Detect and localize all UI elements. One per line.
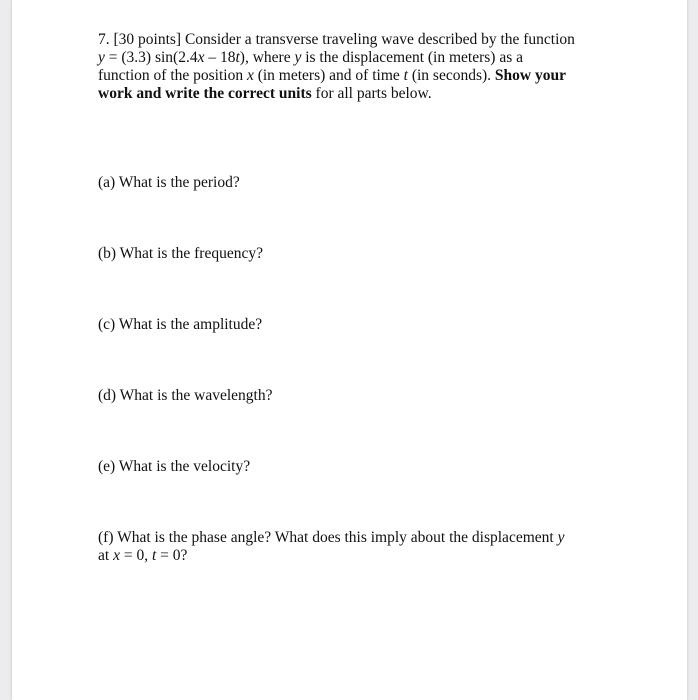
problem-statement	[98, 31, 598, 103]
equation-x: x	[197, 49, 205, 66]
problem-intro	[98, 31, 598, 103]
intro-line-3	[98, 67, 598, 85]
intro-text-3a: function of the position	[98, 67, 247, 84]
intro-line-4	[98, 85, 598, 103]
question-e: (e) What is the velocity?	[98, 458, 251, 475]
intro-t-var: t	[403, 67, 408, 84]
equation-rhs-b: – 18	[204, 49, 236, 66]
problem-number: 7.	[98, 31, 110, 48]
intro-text-3c: (in seconds).	[407, 67, 495, 84]
question-b: (b) What is the frequency?	[98, 245, 263, 262]
intro-y-var: y	[294, 49, 302, 66]
question-f-t-var: t	[151, 547, 157, 564]
question-f-at: at	[98, 547, 114, 564]
document-page	[12, 0, 687, 700]
equation-rhs-a: = (3.3) sin(2.4	[104, 49, 198, 66]
intro-text-3b: (in meters) and of time	[253, 67, 404, 84]
question-f-x-var: x	[113, 547, 120, 564]
intro-x-var: x	[246, 67, 254, 84]
question-f	[98, 529, 564, 565]
intro-line-1	[98, 31, 598, 49]
question-f-line-1	[98, 529, 564, 547]
question-f-eq2: = 0?	[156, 547, 188, 564]
problem-points: [30 points]	[113, 31, 182, 48]
question-f-y-var: y	[557, 529, 565, 546]
question-f-line-2	[98, 547, 564, 565]
question-a: (a) What is the period?	[98, 174, 240, 191]
intro-text-2a: ), where	[239, 49, 295, 66]
intro-line-2	[98, 49, 598, 67]
equation-y: y	[98, 49, 105, 66]
intro-text-2b: is the displacement (in meters) as a	[301, 49, 524, 66]
question-f-eq1: = 0,	[119, 547, 152, 564]
instruction-bold-1: Show your	[494, 67, 566, 84]
equation-t: t	[235, 49, 240, 66]
question-c: (c) What is the amplitude?	[98, 316, 263, 333]
question-d: (d) What is the wavelength?	[98, 387, 273, 404]
intro-text-4: for all parts below.	[311, 85, 432, 102]
instruction-bold-2: work and write the correct units	[98, 85, 312, 102]
question-f-text: (f) What is the phase angle? What does this imply about the displacement	[98, 529, 558, 546]
intro-text-1: Consider a transverse traveling wave described by the function	[184, 31, 575, 48]
